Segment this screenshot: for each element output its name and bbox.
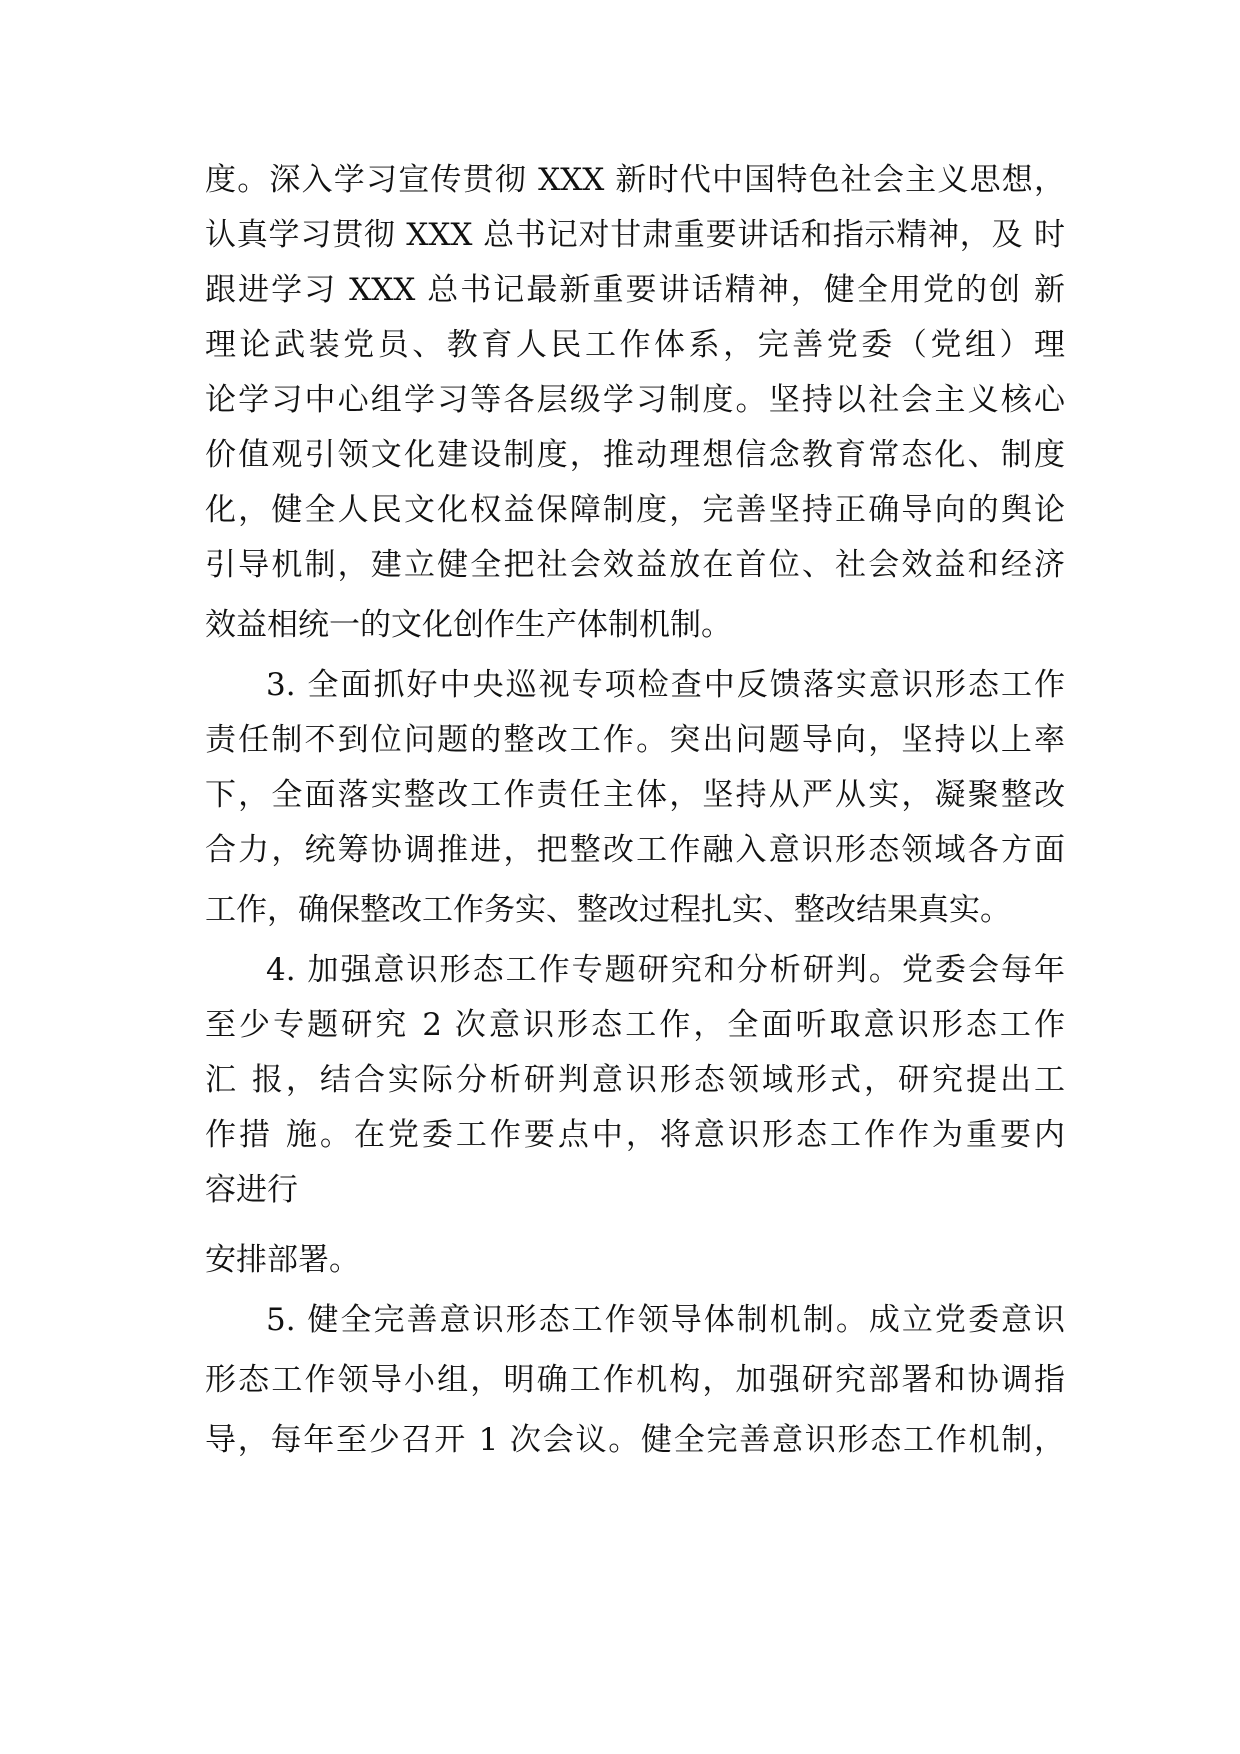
paragraph-heading-4: 4. 加强意识形态工作专题研究和分析研判。党委会每年 — [266, 952, 1065, 988]
text-line: 化，健全人民文化权益保障制度，完善坚持正确导向的舆论 — [205, 492, 1065, 528]
text-line: 理论武装党员、教育人民工作体系，完善党委（党组）理 — [205, 327, 1065, 363]
text-line: 论学习中心组学习等各层级学习制度。坚持以社会主义核心 — [205, 382, 1065, 418]
text-line: 导，每年至少召开 1 次会议。健全完善意识形态工作机制， — [205, 1422, 1065, 1458]
text-line: 安排部署。 — [205, 1242, 360, 1278]
text-line: 效益相统一的文化创作生产体制机制。 — [205, 607, 732, 643]
text-line: 责任制不到位问题的整改工作。突出问题导向，坚持以上率 — [205, 722, 1065, 758]
text-line: 容进行 — [205, 1172, 298, 1208]
text-line: 形态工作领导小组，明确工作机构，加强研究部署和协调指 — [205, 1362, 1065, 1398]
text-line: 合力，统筹协调推进，把整改工作融入意识形态领域各方面 — [205, 832, 1065, 868]
text-line: 汇 报，结合实际分析研判意识形态领域形式，研究提出工 — [205, 1062, 1065, 1098]
text-line: 度。深入学习宣传贯彻 XXX 新时代中国特色社会主义思想， — [205, 162, 1065, 198]
text-line: 引导机制，建立健全把社会效益放在首位、社会效益和经济 — [205, 547, 1065, 583]
paragraph-heading-3: 3. 全面抓好中央巡视专项检查中反馈落实意识形态工作 — [266, 667, 1065, 703]
paragraph-heading-5: 5. 健全完善意识形态工作领导体制机制。成立党委意识 — [266, 1302, 1065, 1338]
text-line: 跟进学习 XXX 总书记最新重要讲话精神，健全用党的创 新 — [205, 272, 1065, 308]
text-line: 至少专题研究 2 次意识形态工作，全面听取意识形态工作 — [205, 1007, 1065, 1043]
text-line: 认真学习贯彻 XXX 总书记对甘肃重要讲话和指示精神，及 时 — [205, 217, 1065, 253]
text-line: 价值观引领文化建设制度，推动理想信念教育常态化、制度 — [205, 437, 1065, 473]
text-line: 工作，确保整改工作务实、整改过程扎实、整改结果真实。 — [205, 892, 1011, 928]
text-line: 下，全面落实整改工作责任主体，坚持从严从实，凝聚整改 — [205, 777, 1065, 813]
text-line: 作措 施。在党委工作要点中，将意识形态工作作为重要内 — [205, 1117, 1065, 1153]
